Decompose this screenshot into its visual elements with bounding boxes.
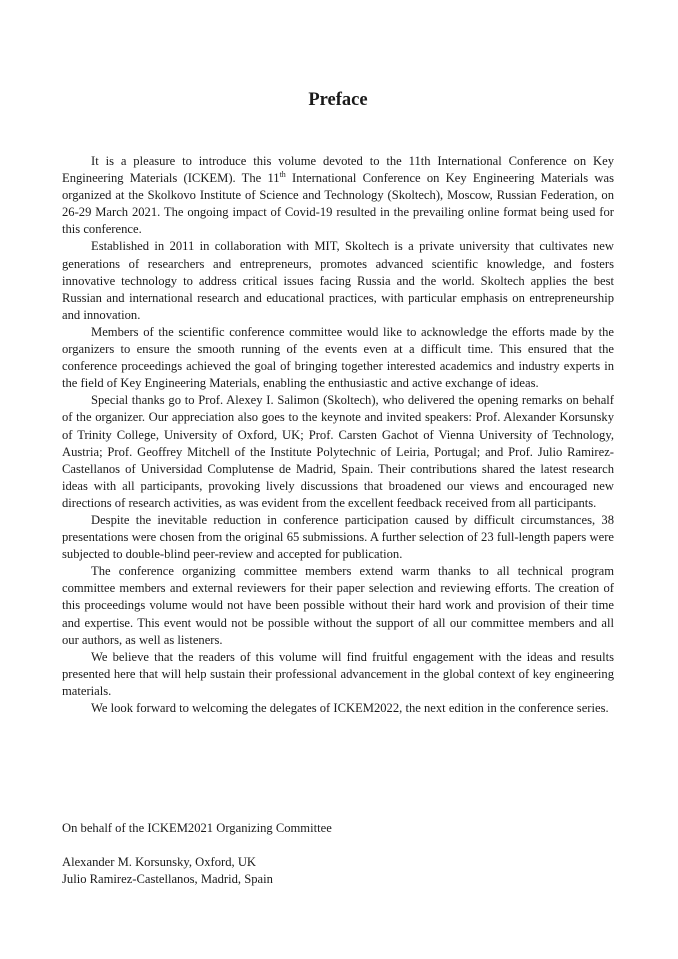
page-title: Preface [308,90,368,110]
signatory-2: Julio Ramirez-Castellanos, Madrid, Spain [62,872,273,887]
superscript: th [279,170,286,180]
paragraph-p3 [62,324,614,392]
on-behalf-line: On behalf of the ICKEM2021 Organizing Committee [62,821,332,835]
paragraph-text: Members of the scientific conference committee would like to acknowledge the efforts made by the organizers to ensure the smooth running of the events even at a difficult time. This ensured that the conference proceedings achieved the goal of bringing together interested academics and industry experts in the field of Key Engineering Materials, enabling the enthusiastic and active exchange of ideas. [62,324,614,391]
paragraph-p4 [62,392,614,512]
closing-spacer [62,837,614,854]
paragraph-p7 [62,649,614,700]
paragraph-p5 [62,512,614,563]
paragraph-text: We look forward to welcoming the delegates of ICKEM2022, the next edition in the conference series. [91,701,609,715]
paragraph-text: Special thanks go to Prof. Alexey I. Salimon (Skoltech), who delivered the opening remarks on behalf of the organizer. Our appreciation also goes to the keynote and invited speakers: Prof. Alexander Korsunsky of Trinity College, University of Oxford, UK; Prof. Carsten Gachot of Vienna University of Technology, Austria; Prof. Geoffrey Mitchell of the Institute Polytechnic of Leiria, Portugal; and Prof. Julio Ramirez-Castellanos of Universidad Complutense de Madrid, Spain. Their contributions shared the latest research ideas with all participants, provoking lively discussions that broadened our views and encouraged new directions of research activities, as was evident from the excellent feedback received from all participants. [62,393,614,510]
paragraph-p2 [62,238,614,323]
paragraph-p8 [62,700,614,717]
closing-block [62,820,614,888]
paragraph-text: International Conference on Key Engineering Materials was organized at the Skolkovo Institute of Science and Technology (Skoltech), Moscow, Russian Federation, on 26-29 March 2021. The ongoing impact of Covid-19 resulted in the prevailing online format being used for this conference. [62,171,614,237]
signatory-1: Alexander M. Korsunsky, Oxford, UK [62,855,257,870]
paragraph-p6 [62,563,614,648]
paragraph-p1 [62,153,614,238]
paragraph-text: The conference organizing committee members extend warm thanks to all technical program committee members and external reviewers for their paper selection and reviewing efforts. The creation of this proceedings volume would not have been possible without their hard work and provision of their time and expertise. This event would not be possible without the support of all our committee members and all our authors, as well as listeners. [62,564,614,647]
paragraph-text: We believe that the readers of this volume will find fruitful engagement with the ideas and results presented here that will help sustain their professional advancement in the global context of key engineering materials. [62,649,614,698]
paragraph-text: Despite the inevitable reduction in conference participation caused by difficult circumstances, 38 presentations were chosen from the original 65 submissions. A further selection of 23 full-length papers were subjected to double-blind peer-review and accepted for publication. [62,512,614,562]
paragraph-text: Established in 2011 in collaboration with MIT, Skoltech is a private university that cultivates new generations of researchers and entrepreneurs, promotes advanced scientific knowledge, and fosters innovative technology to address critical issues facing Russia and the world. Skoltech applies the best Russian and international research and educational practices, with particular emphasis on entrepreneurship and innovation. [62,239,614,322]
paragraph-text: It is a pleasure to introduce this volume devoted to the 11th International Conference on Key Engineering Materials (ICKEM). The 11 [62,154,614,186]
preface-body [62,153,614,717]
